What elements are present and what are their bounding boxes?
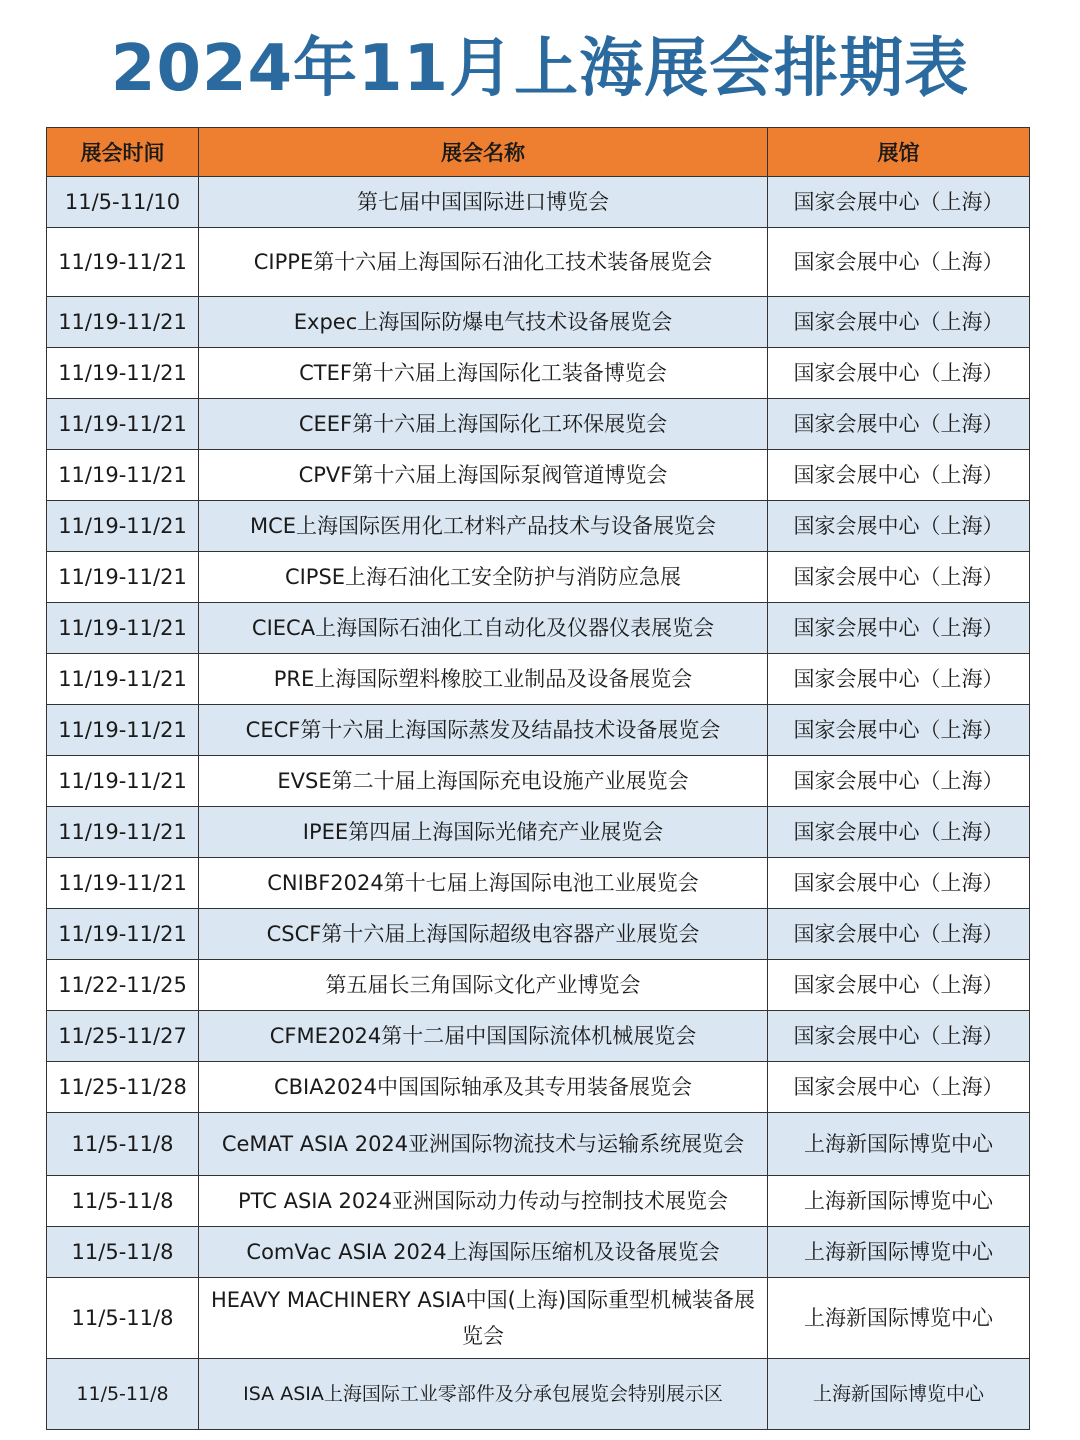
cell-time: 11/19-11/21 (47, 654, 199, 705)
table-row (47, 960, 1030, 1011)
table-row (47, 177, 1030, 228)
cell-venue: 国家会展中心（上海） (768, 960, 1030, 1011)
cell-venue: 上海新国际博览中心 (768, 1227, 1030, 1278)
table-row (47, 1359, 1030, 1430)
table-row (47, 705, 1030, 756)
cell-venue: 国家会展中心（上海） (768, 807, 1030, 858)
cell-time: 11/19-11/21 (47, 348, 199, 399)
cell-time: 11/5-11/8 (47, 1359, 199, 1430)
cell-venue: 国家会展中心（上海） (768, 399, 1030, 450)
cell-venue: 国家会展中心（上海） (768, 501, 1030, 552)
cell-name: EVSE第二十届上海国际充电设施产业展览会 (199, 756, 768, 807)
cell-name: CEEF第十六届上海国际化工环保展览会 (199, 399, 768, 450)
cell-time: 11/19-11/21 (47, 501, 199, 552)
table-row (47, 297, 1030, 348)
table-row (47, 1176, 1030, 1227)
cell-venue: 上海新国际博览中心 (768, 1176, 1030, 1227)
cell-name: ComVac ASIA 2024上海国际压缩机及设备展览会 (199, 1227, 768, 1278)
page-title: 2024年11月上海展会排期表 (110, 32, 970, 106)
cell-venue: 国家会展中心（上海） (768, 1011, 1030, 1062)
table-row (47, 909, 1030, 960)
cell-time: 11/5-11/8 (47, 1176, 199, 1227)
table-row (47, 399, 1030, 450)
cell-time: 11/5-11/10 (47, 177, 199, 228)
cell-name: CTEF第十六届上海国际化工装备博览会 (199, 348, 768, 399)
cell-venue: 国家会展中心（上海） (768, 348, 1030, 399)
cell-name: PTC ASIA 2024亚洲国际动力传动与控制技术展览会 (199, 1176, 768, 1227)
column-header-time: 展会时间 (47, 128, 199, 177)
cell-venue: 国家会展中心（上海） (768, 858, 1030, 909)
table-row (47, 450, 1030, 501)
cell-time: 11/19-11/21 (47, 909, 199, 960)
cell-time: 11/19-11/21 (47, 297, 199, 348)
cell-venue: 国家会展中心（上海） (768, 552, 1030, 603)
cell-time: 11/5-11/8 (47, 1227, 199, 1278)
table-row (47, 1278, 1030, 1359)
table-row (47, 1113, 1030, 1176)
cell-name: CIPSE上海石油化工安全防护与消防应急展 (199, 552, 768, 603)
cell-time: 11/19-11/21 (47, 603, 199, 654)
cell-name: CPVF第十六届上海国际泵阀管道博览会 (199, 450, 768, 501)
cell-name: CSCF第十六届上海国际超级电容器产业展览会 (199, 909, 768, 960)
cell-name: CFME2024第十二届中国国际流体机械展览会 (199, 1011, 768, 1062)
cell-venue: 上海新国际博览中心 (768, 1113, 1030, 1176)
cell-time: 11/25-11/27 (47, 1011, 199, 1062)
cell-time: 11/5-11/8 (47, 1278, 199, 1359)
cell-time: 11/19-11/21 (47, 756, 199, 807)
cell-time: 11/5-11/8 (47, 1113, 199, 1176)
cell-time: 11/19-11/21 (47, 450, 199, 501)
table-row (47, 1062, 1030, 1113)
cell-venue: 上海新国际博览中心 (768, 1278, 1030, 1359)
cell-venue: 国家会展中心（上海） (768, 654, 1030, 705)
table-row (47, 552, 1030, 603)
table-row (47, 858, 1030, 909)
table-row (47, 603, 1030, 654)
cell-name: CNIBF2024第十七届上海国际电池工业展览会 (199, 858, 768, 909)
cell-time: 11/19-11/21 (47, 399, 199, 450)
cell-venue: 国家会展中心（上海） (768, 705, 1030, 756)
table-row (47, 807, 1030, 858)
table-row (47, 501, 1030, 552)
cell-name: 第七届中国国际进口博览会 (199, 177, 768, 228)
cell-venue: 国家会展中心（上海） (768, 177, 1030, 228)
cell-time: 11/19-11/21 (47, 552, 199, 603)
cell-name: CIPPE第十六届上海国际石油化工技术装备展览会 (199, 228, 768, 297)
cell-name: ISA ASIA上海国际工业零部件及分承包展览会特别展示区 (199, 1359, 768, 1430)
cell-venue: 国家会展中心（上海） (768, 1062, 1030, 1113)
cell-venue: 国家会展中心（上海） (768, 756, 1030, 807)
cell-name: 第五届长三角国际文化产业博览会 (199, 960, 768, 1011)
cell-name: CECF第十六届上海国际蒸发及结晶技术设备展览会 (199, 705, 768, 756)
cell-name: MCE上海国际医用化工材料产品技术与设备展览会 (199, 501, 768, 552)
cell-name: IPEE第四届上海国际光储充产业展览会 (199, 807, 768, 858)
exhibition-schedule-table (46, 127, 1030, 1430)
cell-venue: 上海新国际博览中心 (768, 1359, 1030, 1430)
cell-time: 11/22-11/25 (47, 960, 199, 1011)
table-row (47, 228, 1030, 297)
cell-venue: 国家会展中心（上海） (768, 909, 1030, 960)
column-header-venue: 展馆 (768, 128, 1030, 177)
cell-venue: 国家会展中心（上海） (768, 297, 1030, 348)
cell-name: CeMAT ASIA 2024亚洲国际物流技术与运输系统展览会 (199, 1113, 768, 1176)
table-row (47, 1227, 1030, 1278)
cell-time: 11/19-11/21 (47, 858, 199, 909)
cell-time: 11/19-11/21 (47, 705, 199, 756)
cell-time: 11/25-11/28 (47, 1062, 199, 1113)
table-body (47, 177, 1030, 1430)
table-row (47, 348, 1030, 399)
cell-time: 11/19-11/21 (47, 807, 199, 858)
cell-name: Expec上海国际防爆电气技术设备展览会 (199, 297, 768, 348)
cell-time: 11/19-11/21 (47, 228, 199, 297)
table-row (47, 654, 1030, 705)
table-header-row (47, 128, 1030, 177)
cell-name: HEAVY MACHINERY ASIA中国(上海)国际重型机械装备展览会 (199, 1278, 768, 1359)
cell-name: CBIA2024中国国际轴承及其专用装备展览会 (199, 1062, 768, 1113)
cell-name: PRE上海国际塑料橡胶工业制品及设备展览会 (199, 654, 768, 705)
cell-venue: 国家会展中心（上海） (768, 603, 1030, 654)
cell-venue: 国家会展中心（上海） (768, 228, 1030, 297)
cell-venue: 国家会展中心（上海） (768, 450, 1030, 501)
cell-name: CIECA上海国际石油化工自动化及仪器仪表展览会 (199, 603, 768, 654)
table-row (47, 756, 1030, 807)
table-row (47, 1011, 1030, 1062)
column-header-name: 展会名称 (199, 128, 768, 177)
